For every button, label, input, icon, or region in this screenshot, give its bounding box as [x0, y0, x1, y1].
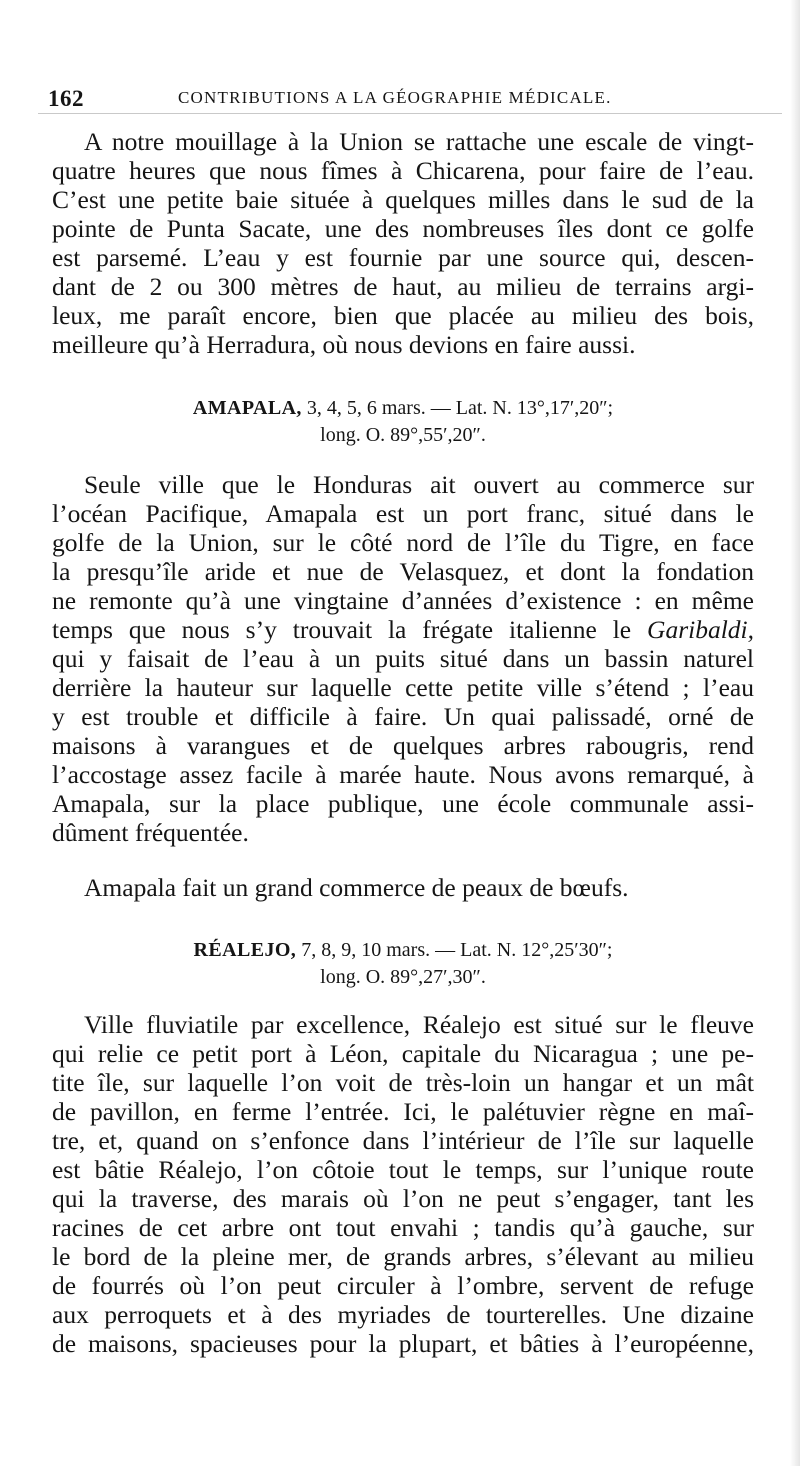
- paragraph-chicarena: [52, 127, 754, 359]
- place-name: RÉALEJO,: [193, 939, 297, 961]
- text-line: qui y faisait de l’eau à un puits situé dans un bassin naturel: [52, 644, 754, 673]
- running-head: [48, 86, 752, 114]
- text-line: derrière la hauteur sur laquelle cette petite ville s’étend ; l’eau: [52, 673, 754, 702]
- text-line: qui relie ce petit port à Léon, capitale du Nicaragua ; une pe-: [52, 1039, 754, 1068]
- text-line: Amapala fait un grand commerce de peaux de bœufs.: [84, 873, 629, 902]
- text-line: l’océan Pacifique, Amapala est un port franc, situé dans le: [52, 499, 754, 528]
- text-line: de pavillon, en ferme l’entrée. Ici, le palétuvier règne en maî-: [52, 1097, 754, 1126]
- text-line: de fourrés où l’on peut circuler à l’ombre, servent de refuge: [52, 1271, 754, 1300]
- text-line: y est trouble et difficile à faire. Un quai palissadé, orné de: [52, 702, 754, 731]
- text-line: maisons à varangues et de quelques arbres rabougris, rend: [52, 731, 754, 760]
- text-line: golfe de la Union, sur le côté nord de l’île du Tigre, en face: [52, 528, 754, 557]
- text-line: tite île, sur laquelle l’on voit de très-loin un hangar et un mât: [52, 1068, 754, 1097]
- place-name: AMAPALA,: [192, 397, 302, 419]
- text-line: le bord de la pleine mer, de grands arbres, s’élevant au milieu: [52, 1242, 754, 1271]
- text-line: Seule ville que le Honduras ait ouvert au commerce sur: [84, 470, 754, 499]
- text-line: Amapala, sur la place publique, une école communale assi-: [52, 789, 754, 818]
- text-line: dant de 2 ou 300 mètres de haut, au milieu de terrains argi-: [52, 272, 754, 301]
- text-line: est parsemé. L’eau y est fournie par une source qui, descen-: [52, 243, 754, 272]
- text-line: Ville fluviatile par excellence, Réalejo est situé sur le fleuve: [84, 1010, 754, 1039]
- heading-line: [52, 395, 754, 422]
- text-line: racines de cet arbre ont tout envahi ; tandis qu’à gauche, sur: [52, 1213, 754, 1242]
- page-number: 162: [48, 86, 84, 111]
- paragraph-amapala-commerce: [52, 873, 754, 902]
- heading-line: [52, 937, 754, 964]
- paragraph-amapala: [52, 470, 754, 847]
- section-heading-amapala: [52, 395, 754, 449]
- text-line: A notre mouillage à la Union se rattache une escale de vingt-: [84, 127, 754, 156]
- heading-longitude: long. O. 89°,55′,20″.: [320, 424, 486, 446]
- text-line: leux, me paraît encore, bien que placée au milieu des bois,: [52, 301, 754, 330]
- text-line: dûment fréquentée.: [52, 818, 249, 847]
- text-line: pointe de Punta Sacate, une des nombreuses îles dont ce golfe: [52, 214, 754, 243]
- text-line: ne remonte qu’à une vingtaine d’années d’existence : en même: [52, 586, 754, 615]
- text-line: de maisons, spacieuses pour la plupart, et bâties à l’européenne,: [52, 1329, 754, 1358]
- section-heading-realejo: [52, 937, 754, 991]
- text-line: la presqu’île aride et nue de Velasquez, et dont la fondation: [52, 557, 754, 586]
- running-title: CONTRIBUTIONS A LA GÉOGRAPHIE MÉDICALE.: [178, 88, 612, 107]
- page-edge-shadow: [790, 0, 800, 1466]
- text-line: tre, et, quand on s’enfonce dans l’intérieur de l’île sur laquelle: [52, 1126, 754, 1155]
- heading-dates-latitude: 7, 8, 9, 10 mars. — Lat. N. 12°,25′30″;: [301, 939, 613, 961]
- header-rule: [38, 113, 782, 114]
- heading-dates-latitude: 3, 4, 5, 6 mars. — Lat. N. 13°,17′,20″;: [306, 397, 614, 419]
- text-segment: temps que nous s’y trouvait la frégate italienne le: [52, 615, 632, 644]
- text-line: est bâtie Réalejo, l’on côtoie tout le temps, sur l’unique route: [52, 1155, 754, 1184]
- paragraph-realejo: [52, 1010, 754, 1358]
- text-line: meilleure qu’à Herradura, où nous devions en faire aussi.: [52, 330, 636, 359]
- text-line: C’est une petite baie située à quelques milles dans le sud de la: [52, 185, 754, 214]
- ship-name: Garibaldi,: [647, 615, 754, 644]
- text-line-with-ship: [52, 615, 754, 644]
- text-line: qui la traverse, des marais où l’on ne peut s’engager, tant les: [52, 1184, 754, 1213]
- text-line: l’accostage assez facile à marée haute. Nous avons remarqué, à: [52, 760, 754, 789]
- text-line: quatre heures que nous fîmes à Chicarena, pour faire de l’eau.: [52, 156, 754, 185]
- text-line: aux perroquets et à des myriades de tourterelles. Une dizaine: [52, 1300, 754, 1329]
- heading-longitude: long. O. 89°,27′,30″.: [320, 966, 486, 988]
